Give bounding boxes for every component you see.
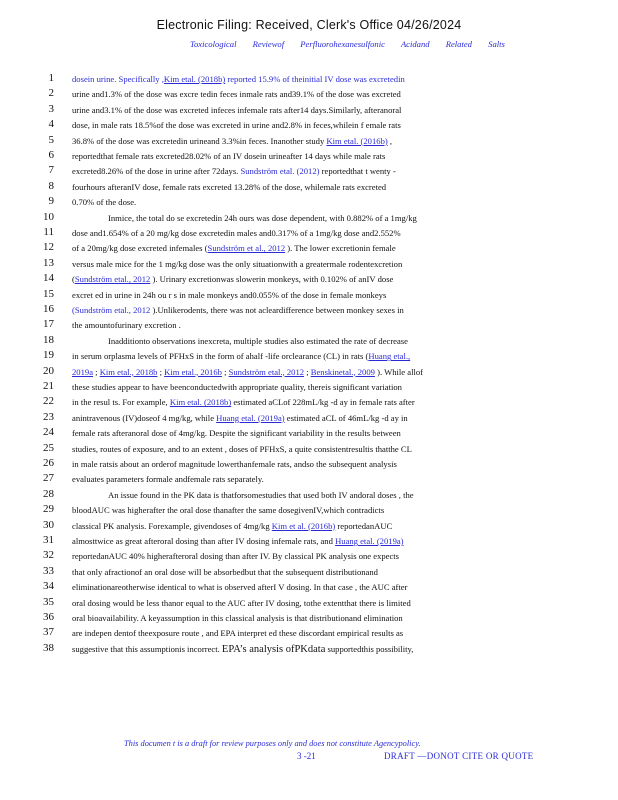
line-text — [72, 226, 540, 241]
citation-link[interactable]: Sundström et al., 2012 — [207, 243, 286, 254]
line-number: 26 — [43, 457, 54, 469]
text-segment: reportedanAUC 40% higherafteroral dosing than after IV. By classical PK analysis one expects — [72, 551, 400, 562]
line-text — [72, 534, 540, 549]
text-line — [0, 442, 618, 457]
line-number: 6 — [48, 149, 54, 161]
text-line — [0, 211, 618, 226]
text-line — [0, 365, 618, 380]
line-number: 14 — [43, 272, 54, 285]
line-text — [72, 118, 540, 133]
text-segment: An issue found in the PK data is thatforsomestudies that used both IV andoral doses , the — [108, 489, 414, 500]
line-text — [72, 72, 540, 87]
line-number: 19 — [43, 349, 54, 362]
line-number: 15 — [43, 287, 54, 300]
title-part: Toxicological — [190, 39, 237, 49]
line-number: 17 — [43, 318, 54, 331]
text-line — [0, 72, 618, 87]
text-segment: ). The lower excretionin female — [285, 243, 396, 254]
line-number: 34 — [43, 580, 54, 593]
line-text — [72, 180, 540, 195]
text-segment: these studies appear to have beenconductedwith appropriate quality, thereis significant variation — [72, 382, 402, 392]
text-line — [0, 180, 618, 195]
line-text — [108, 211, 540, 226]
line-number: 2 — [48, 87, 54, 100]
line-text — [72, 503, 540, 518]
text-segment: versus male mice for the 1 mg/kg dose was the only situationwith a greatermale rodentexcretion — [72, 258, 403, 269]
line-number: 8 — [48, 179, 54, 192]
title-part: Perfluorohexanesulfonic — [300, 39, 385, 49]
text-segment: excreted8.26% of the dose in urine after 72days. — [72, 166, 241, 177]
text-segment: excret ed in urine in 24h ou r s in male monkeys and0.055% of the dose in female monkeys — [72, 289, 387, 300]
text-segment: ( — [72, 274, 75, 285]
text-segment: suggestive that this assumptionis incorrect. — [72, 643, 222, 654]
text-segment: reportedthat t wenty - — [319, 166, 396, 177]
line-number: 28 — [43, 487, 54, 500]
line-text — [72, 134, 540, 149]
line-text — [72, 380, 540, 395]
line-text — [72, 442, 540, 457]
text-line — [0, 134, 618, 149]
line-text — [72, 626, 540, 641]
text-line — [0, 288, 618, 303]
text-line — [0, 626, 618, 641]
text-segment: ; — [221, 366, 229, 377]
line-text — [72, 103, 540, 118]
line-number: 38 — [43, 641, 54, 654]
text-segment: in serum orplasma levels of PFHxS in the form of ahalf -life orclearance (CL) in rats ( — [72, 351, 369, 362]
text-line — [0, 411, 618, 426]
text-line — [0, 272, 618, 287]
line-number: 18 — [43, 333, 54, 346]
line-number: 16 — [43, 303, 54, 315]
text-segment: ). Urinary excretionwas slowerin monkeys, with 0.102% of anIV dose — [150, 274, 394, 285]
text-segment: almosttwice as great afteroral dosing than after IV dosing infemale rats, and — [72, 536, 336, 546]
line-number: 29 — [43, 503, 54, 516]
line-text — [72, 596, 540, 611]
text-segment: urine and1.3% of the dose was excre tedin feces inmale rats and39.1% of the dose was excreted — [72, 89, 401, 100]
line-number: 25 — [43, 441, 54, 454]
title-part: Related — [445, 39, 472, 49]
text-segment: of a 20mg/kg dose excreted infemales ( — [72, 243, 208, 254]
text-segment: anintravenous (IV)doseof 4 mg/kg, while — [72, 412, 217, 423]
line-text — [72, 642, 540, 657]
text-segment: evaluates parameters formale andfemale rats separately. — [72, 474, 264, 485]
draft-notice: DRAFT —DONOT CITE OR QUOTE — [384, 751, 534, 761]
line-text — [72, 426, 540, 441]
line-text — [108, 488, 540, 503]
text-line — [0, 303, 618, 318]
text-line — [0, 426, 618, 441]
document-title — [190, 39, 590, 49]
line-number: 7 — [48, 164, 54, 177]
line-text — [72, 149, 540, 164]
citation-link[interactable]: Kim etal., 2018b — [99, 366, 158, 377]
line-text — [72, 164, 540, 179]
text-segment: the amountofurinary excretion . — [72, 320, 181, 331]
line-number: 1 — [48, 72, 54, 84]
text-segment: reportedanAUC — [335, 520, 393, 531]
line-number: 30 — [43, 518, 54, 531]
text-line — [0, 380, 618, 395]
text-segment: ; — [93, 366, 100, 377]
text-segment: Inmice, the total do se excretedin 24h ours was dose dependent, with 0.882% of a 1mg/kg — [108, 212, 417, 223]
citation-link[interactable]: 2019a — [72, 366, 94, 377]
line-number: 5 — [48, 133, 54, 146]
line-text — [72, 303, 540, 318]
citation-link[interactable]: Huang etal. (2019a) — [335, 536, 404, 546]
text-segment: estimated aCL of 46mL/kg -d ay in — [284, 412, 408, 423]
text-line — [0, 257, 618, 272]
text-segment: female rats afteranoral dose of 4mg/kg. Despite the significant variability in the results between — [72, 428, 401, 439]
text-segment: fourhours afteranIV dose, female rats excreted 13.28% of the dose, whilemale rats excreted — [72, 181, 387, 192]
line-number: 12 — [43, 241, 54, 254]
line-text — [108, 334, 540, 349]
line-text — [72, 365, 540, 380]
line-text — [72, 565, 540, 580]
citation-link[interactable]: Kim etal., 2016b — [164, 366, 222, 377]
line-text — [72, 549, 540, 564]
line-number: 3 — [48, 102, 54, 115]
line-text — [72, 87, 540, 102]
text-line — [0, 642, 618, 657]
text-line — [0, 580, 618, 595]
citation-link[interactable]: Kim etal. (2018b) — [169, 397, 232, 408]
text-segment: oral dosing would be less thanor equal to the AUC after IV dosing, tothe extentthat there is limited — [72, 597, 411, 608]
line-number: 10 — [43, 210, 54, 223]
text-line — [0, 457, 618, 472]
text-segment: dose and1.654% of a 20 mg/kg dose excretedin males and0.317% of a 1mg/kg dose and2.552% — [72, 228, 401, 238]
line-number: 31 — [43, 534, 54, 546]
line-number: 23 — [43, 410, 54, 423]
citation-link[interactable]: Kim etal. (2018b) — [163, 74, 226, 84]
line-text — [72, 472, 540, 487]
text-segment: oral bioavailability. A keyassumption in this classical analysis is that distributionand elimination — [72, 613, 403, 623]
text-line — [0, 164, 618, 179]
line-number: 13 — [43, 256, 54, 269]
line-number: 32 — [43, 549, 54, 562]
text-segment: studies, routes of exposure, and to an extent , doses of PFHxS, a quite consistentresultis thatthe CL — [72, 443, 412, 454]
text-line — [0, 519, 618, 534]
line-text — [72, 611, 540, 626]
line-text — [72, 241, 540, 256]
text-segment: are indepen dentof theexposure route , and EPA interpret ed these discordant empirical results as — [72, 628, 404, 639]
citation-link[interactable]: Benskinetal., 2009 — [310, 366, 375, 377]
text-line — [0, 87, 618, 102]
text-line — [0, 103, 618, 118]
line-number: 27 — [43, 472, 54, 485]
line-number: 21 — [43, 380, 54, 392]
line-text — [72, 580, 540, 595]
text-segment: Inadditionto observations inexcreta, multiple studies also estimated the rate of decrease — [108, 335, 408, 346]
text-line — [0, 549, 618, 564]
line-number: 33 — [43, 564, 54, 577]
text-line — [0, 241, 618, 256]
text-line — [0, 534, 618, 549]
text-line — [0, 395, 618, 410]
text-segment: (Sundström etal., 2012 — [72, 305, 151, 315]
line-number: 20 — [43, 364, 54, 377]
text-line — [0, 118, 618, 133]
line-text — [72, 257, 540, 272]
line-number: 4 — [48, 118, 54, 131]
text-segment: in male ratsis about an orderof magnitude lowerthanfemale rats, andso the subsequent analysis — [72, 459, 397, 469]
text-segment: 0.70% of the dose. — [72, 197, 137, 208]
text-line — [0, 149, 618, 164]
citation-link[interactable]: Kim etal. (2016b) — [326, 135, 388, 146]
line-text — [72, 457, 540, 472]
line-text — [72, 349, 540, 364]
text-line — [0, 349, 618, 364]
text-segment: ).Unlikerodents, there was not acleardifference between monkey sexes in — [150, 305, 404, 315]
citation-link[interactable]: Sundström etal., 2012 — [228, 366, 305, 377]
text-segment: eliminationareotherwise identical to what is observed afterI V dosing. In that case , the AUC after — [72, 582, 408, 593]
line-text — [72, 519, 540, 534]
text-segment: in the resul ts. For example, — [72, 397, 170, 408]
line-number: 35 — [43, 595, 54, 608]
text-line — [0, 226, 618, 241]
draft-disclaimer: This documen t is a draft for review purposes only and does not constitute Agencypolicy. — [124, 739, 421, 748]
text-segment: 36.8% of the dose was excretedin urineand 3.3%in feces. Inanother study — [72, 135, 327, 146]
text-line — [0, 195, 618, 210]
line-number: 11 — [43, 226, 54, 238]
citation-link[interactable]: Sundström etal., 2012 — [74, 274, 151, 285]
title-part: Reviewof — [252, 39, 285, 49]
title-part: Acidand — [400, 39, 430, 49]
line-number: 9 — [48, 195, 54, 208]
text-line — [0, 565, 618, 580]
line-text — [72, 195, 540, 210]
text-segment: urine and3.1% of the dose was excreted infeces infemale rats after14 days.Similarly, afteranoral — [72, 104, 402, 115]
citation-link[interactable]: Kim et al. (2016b) — [271, 520, 336, 531]
text-segment: EPA’s analysis ofPKdata — [221, 643, 326, 655]
text-segment: ; — [157, 366, 165, 377]
citation-link[interactable]: Huang etal. (2019a) — [216, 412, 285, 423]
line-text — [72, 272, 540, 287]
line-text — [72, 395, 540, 410]
text-line — [0, 334, 618, 349]
text-line — [0, 596, 618, 611]
text-line — [0, 503, 618, 518]
text-segment: Sundström etal. (2012) — [240, 166, 320, 177]
citation-link[interactable]: Huang etal., — [368, 351, 411, 362]
line-number: 24 — [43, 426, 54, 439]
line-number: 22 — [43, 395, 54, 408]
text-line — [0, 472, 618, 487]
line-text — [72, 288, 540, 303]
text-segment: that only afractionof an oral dose will be absorbedbut that the subsequent distributionand — [72, 566, 378, 577]
page-number: 3 -21 — [297, 751, 316, 761]
text-segment: , — [387, 135, 393, 146]
text-segment: ; — [304, 366, 311, 377]
text-segment: bloodAUC was higherafter the oral dose thanafter the same dosegivenIV,which contradicts — [72, 505, 385, 516]
text-segment: ). While allof — [374, 366, 423, 377]
text-segment: dosein urine. Specifically , — [72, 74, 164, 84]
text-segment: supportedthis possibility, — [325, 643, 414, 654]
text-line — [0, 488, 618, 503]
text-segment: estimated aCLof 228mL/kg -d ay in female rats after — [231, 397, 415, 408]
text-segment: reported 15.9% of theinitial IV dose was excretedin — [225, 74, 405, 84]
text-segment: dose, in male rats 18.5%of the dose was excreted in urine and2.8% in feces,whilein f emale rats — [72, 120, 401, 131]
text-segment: reportedthat female rats excreted28.02% of an IV dosein urineafter 14 days while male rats — [72, 151, 386, 161]
text-segment: classical PK analysis. Forexample, givendoses of 4mg/kg — [72, 520, 272, 531]
filing-stamp: Electronic Filing: Received, Clerk's Office 04/26/2024 — [156, 18, 462, 32]
line-number: 37 — [43, 626, 54, 639]
title-part: Salts — [488, 39, 505, 49]
line-number: 36 — [43, 611, 54, 623]
line-text — [72, 318, 540, 333]
text-line — [0, 318, 618, 333]
line-text — [72, 411, 540, 426]
text-line — [0, 611, 618, 626]
